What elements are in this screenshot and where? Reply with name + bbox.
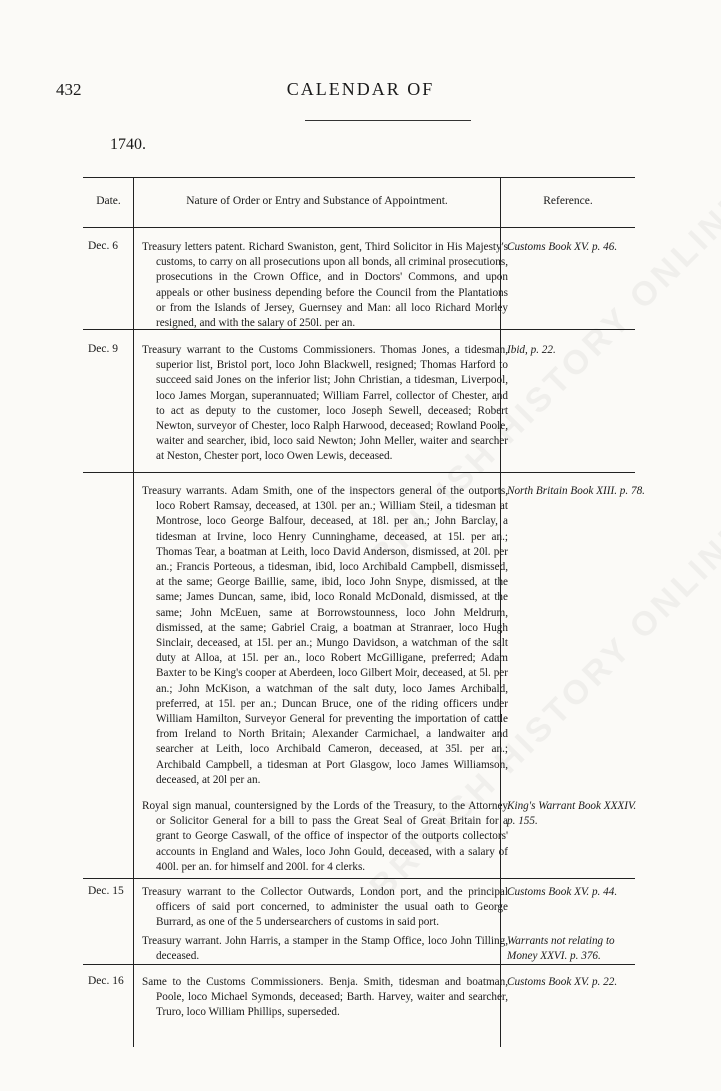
date-column-divider (133, 177, 134, 1047)
entry-reference: Ibid, p. 22. (507, 344, 556, 356)
year-label: 1740. (110, 136, 146, 153)
entry-reference: Warrants not relating to Money XXVI. p. 376. (507, 935, 615, 963)
entry-date: Dec. 9 (88, 343, 119, 355)
page-number: 432 (56, 80, 82, 99)
entry-reference: North Britain Book XIII. p. 78. (507, 485, 645, 497)
entry-text: Treasury warrants. Adam Smith, one of the inspectors general of the outports, loco Robert Ramsay, deceased, at 130l. per an.; William Steil, a tidesman at Montrose, loco George Balfour, deceased, at 18l. per an.; John Barclay, a tidesman at Irvine, loco Henry Cunninghame, deceased, at 15l. per an.; Thomas Tear, a boatman at Leith, loco David Anderson, dismissed, at 20l. per an.; Francis Porteous, a tidesman, ibid, loco Archibald Campbell, dismissed, at the same; George Baillie, same, ibid, loco John Snype, dismissed, at the same; James Duncan, same, ibid, loco Ronald McDonald, dismissed, at the same; John McEuen, same at Borrowstounness, loco John Meldrum, dismissed, at the same; Gabriel Craig, a boatman at Stranraer, loco Hugh Sinclair, deceased, at 15l. per an.; Mungo Davidson, a watchman of the salt duty at Alloa, at 15l. per an., loco Robert McGilligane, preferred; Adam Baxter to be King's cooper at Aberdeen, loco Gilbert Moir, deceased, at 5l. per an.; John McKison, a watchman of the salt duty, loco James Archibald, preferred, at 15l. per an.; Duncan Bruce, one of the riding officers under William Hamilton, Surveyor General for preventing the importation of cattle from Ireland to North Britain; Alexander Carmichael, a landwaiter and searcher at Leith, loco Archibald Cameron, deceased, at 35l. per an.; Archibald Campbell, a tidesman at Port Glasgow, loco James Williamson, deceased, at 20l per an. (142, 485, 508, 786)
entry-reference: Customs Book XV. p. 46. (507, 241, 618, 253)
row-divider (83, 472, 635, 473)
header-nature: Nature of Order or Entry and Substance of Appointment. (186, 195, 448, 207)
header-reference: Reference. (543, 195, 593, 207)
entry-reference: King's Warrant Book XXXIV. p. 155. (507, 800, 637, 828)
header-date: Date. (96, 195, 121, 207)
row-divider (83, 878, 635, 879)
entry-text: Treasury warrant to the Collector Outwards, London port, and the principal officers of said port concerned, to administer the usual oath to George Burrard, as one of the 5 undersearchers of customs in said port. (142, 886, 508, 929)
entry-reference: Customs Book XV. p. 44. (507, 886, 618, 898)
table-top-rule (83, 177, 635, 178)
entry-reference: Customs Book XV. p. 22. (507, 976, 618, 988)
entry-date: Dec. 6 (88, 240, 119, 252)
entry-date: Dec. 16 (88, 975, 124, 987)
entry-text: Treasury warrant to the Customs Commissioners. Thomas Jones, a tidesman, superior list, Bristol port, loco John Blackwell, resigned; Thomas Harford to succeed said Jones on the inferior list; John Christian, a tidesman, Liverpool, loco James Morgan, superannuated; William Farrel, collector of Chester, and to act as deputy to the customer, loco Joseph Sewell, deceased; Robert Newton, surveyor of Chester, loco Ralph Harwood, deceased; Rowland Poole, waiter and searcher, ibid, loco said Newton; John Meller, waiter and searcher at Neston, Chester port, loco Owen Lewis, deceased. (142, 344, 508, 463)
title-rule (305, 120, 471, 121)
entry-text: Royal sign manual, countersigned by the Lords of the Treasury, to the Attorney or Solicitor General for a bill to pass the Great Seal of Great Britain for a grant to George Caswall, of the office of inspector of the outports collectors' accounts in England and Wales, loco John Gould, deceased, with a salary of 400l. per an. for himself and 200l. for 4 clerks. (142, 800, 508, 873)
entry-text: Treasury warrant. John Harris, a stamper in the Stamp Office, loco John Tilling, deceased. (142, 935, 508, 963)
table-header-rule (83, 227, 635, 228)
entry-text: Same to the Customs Commissioners. Benja. Smith, tidesman and boatman, Poole, loco Michael Symonds, deceased; Barth. Harvey, waiter and searcher, Truro, loco William Phillips, superseded. (142, 976, 508, 1019)
entry-text: Treasury letters patent. Richard Swaniston, gent, Third Solicitor in His Majesty's customs, to carry on all prosecutions upon all bonds, all criminal prosecutions, prosecutions in the Crown Office, and in Doctors' Commons, and upon appeals or other business depending before the Council from the Plantations or from the Islands of Jersey, Guernsey and Man: all loco Richard Morley resigned, and with the salary of 250l. per an. (142, 241, 508, 330)
entry-date: Dec. 15 (88, 885, 124, 897)
page-title: CALENDAR OF (286, 79, 435, 99)
